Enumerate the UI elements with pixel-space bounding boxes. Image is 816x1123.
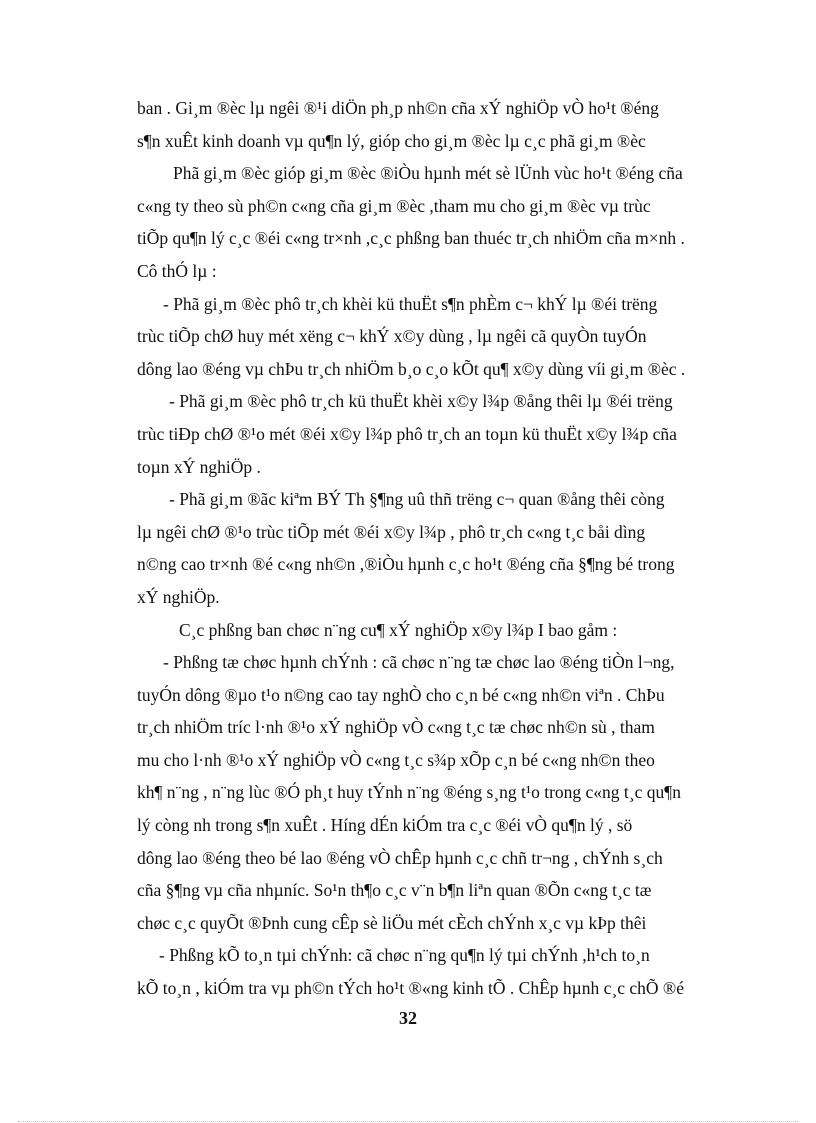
text-line: dông lao ®éng vµ chÞu tr¸ch nhiÖm b¸o c¸o kÕt qu¶ x©y dùng víi gi¸m ®èc . [137,358,686,379]
text-line: toµn xÝ nghiÖp . [137,456,261,477]
page-number: 32 [399,1008,417,1028]
text-line: chøc c¸c quyÕt ®Þnh cung cÊp sè liÖu mét cÈch chÝnh x¸c vµ kÞp thêi [137,912,647,933]
text-line: tr¸ch nhiÖm tríc l·nh ®¹o xÝ nghiÖp vÒ c«ng t¸c tæ chøc nh©n sù , tham [137,717,655,738]
text-line: - Phã gi¸m ®èc phô tr¸ch khèi kü thuËt s¶n phÈm c¬ khÝ lµ ®éi trëng [163,293,658,314]
text-line: tiÕp qu¶n lý c¸c ®éi c«ng tr×nh ,c¸c phßng ban thuéc tr¸ch nhiÖm cña m×nh . [137,228,685,249]
page-edge-divider [18,1121,798,1122]
text-line: lµ ngêi chØ ®¹o trùc tiÕp mét ®éi x©y l¾p , phô tr¸ch c«ng t¸c båi dìng [137,521,646,542]
text-line: trùc tiÕp chØ huy mét xëng c¬ khÝ x©y dùng , lµ ngêi cã quyÒn tuyÓn [137,326,647,347]
text-line: s¶n xuÊt kinh doanh vµ qu¶n lý, gióp cho gi¸m ®èc lµ c¸c phã gi¸m ®èc [137,130,646,151]
text-line: n©ng cao tr×nh ®é c«ng nh©n ,®iÒu hµnh c¸c ho¹t ®éng cña §¶ng bé trong [137,554,675,575]
text-line: - Phßng kÕ to¸n tµi chÝnh: cã chøc n¨ng qu¶n lý tµi chÝnh ,h¹ch to¸n [159,945,650,966]
text-line: c«ng ty theo sù ph©n c«ng cña gi¸m ®èc ,tham mu cho gi¸m ®èc vµ trùc [137,195,651,216]
text-line: Cô thÓ lµ : [137,260,217,281]
text-line: tuyÓn dông ®µo t¹o n©ng cao tay nghÒ cho c¸n bé c«ng nh©n viªn . ChÞu [137,684,665,705]
text-line: - Phã gi¸m ®ãc kiªm BÝ Th §¶ng uû thñ trëng c¬ quan ®ång thêi còng [169,489,665,510]
text-line: cña §¶ng vµ cña nhµníc. So¹n th¶o c¸c v¨n b¶n liªn quan ®Õn c«ng t¸c tæ [137,880,652,901]
text-line: trùc tiÐp chØ ®¹o mét ®éi x©y l¾p phô tr¸ch an toµn kü thuËt x©y l¾p cña [137,423,677,444]
text-line: C¸c phßng ban chøc n¨ng cu¶ xÝ nghiÖp x©y l¾p I bao gåm : [179,619,618,640]
text-line: Phã gi¸m ®èc gióp gi¸m ®èc ®iÒu hµnh mét sè lÜnh vùc ho¹t ®éng cña [173,163,683,184]
text-line: dông lao ®éng theo bé lao ®éng vÒ chÊp hµnh c¸c chñ tr¬ng , chÝnh s¸ch [137,847,663,868]
text-line: mu cho l·nh ®¹o xÝ nghiÖp vÒ c«ng t¸c s¾p xÕp c¸n bé c«ng nh©n theo [137,749,655,770]
text-line: lý còng nh trong s¶n xuÊt . Híng dÉn kiÓm tra c¸c ®éi vÒ qu¶n lý , sö [137,815,633,836]
text-line: - Phã gi¸m ®èc phô tr¸ch kü thuËt khèi x©y l¾p ®ång thêi lµ ®éi trëng [169,391,673,412]
document-body [137,92,767,1005]
text-line: kÕ to¸n , kiÓm tra vµ ph©n tÝch ho¹t ®«ng kinh tÕ . ChÊp hµnh c¸c chÕ ®é [137,978,684,999]
text-line: kh¶ n¨ng , n¨ng lùc ®Ó ph¸t huy tÝnh n¨ng ®éng s¸ng t¹o trong c«ng t¸c qu¶n [137,782,681,803]
text-line: xÝ nghiÖp. [137,586,220,607]
text-line: - Phßng tæ chøc hµnh chÝnh : cã chøc n¨ng tæ chøc lao ®éng tiÒn l¬ng, [163,652,675,673]
text-line: ban . Gi¸m ®èc lµ ngêi ®¹i diÖn ph¸p nh©n cña xÝ nghiÖp vÒ ho¹t ®éng [137,98,659,118]
